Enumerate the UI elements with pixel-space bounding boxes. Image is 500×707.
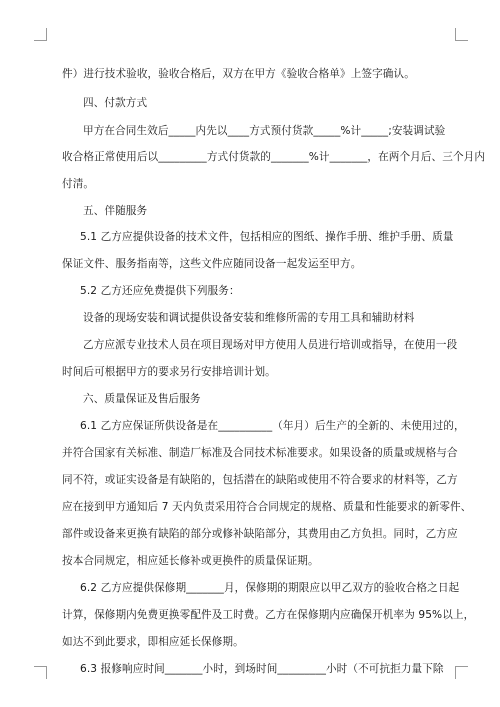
paragraph-line: 5.2 乙方还应免费提供下列服务： bbox=[80, 285, 240, 297]
section-heading-services: 五、伴随服务 bbox=[83, 205, 148, 217]
paragraph-line: 保证文件、服务指南等，这些文件应随同设备一起发运至甲方。 bbox=[62, 258, 362, 270]
crop-mark-bottom-left bbox=[34, 666, 47, 679]
paragraph-line: 设备的现场安装和调试提供设备安装和维修所需的专用工具和辅助材料 bbox=[83, 312, 415, 324]
paragraph-line: 同不符，或证实设备是有缺陷的，包括潜在的缺陷或使用不符合要求的材料等，乙方 bbox=[62, 474, 458, 486]
paragraph-line: 计算，保修期内免费更换零配件及工时费。乙方在保修期内应确保开机率为 95%以上， bbox=[62, 609, 475, 621]
paragraph-line: 按本合同规定，相应延长修补或更换件的质量保证期。 bbox=[62, 555, 319, 567]
paragraph-line: 部件或设备来更换有缺陷的部分或修补缺陷部分，其费用由乙方负担。同时，乙方应 bbox=[62, 528, 458, 540]
paragraph-line: 6.2 乙方应提供保修期_______月，保修期的期限应以甲乙双方的验收合格之日起 bbox=[80, 582, 460, 594]
paragraph-line: 件）进行技术验收，验收合格后，双方在甲方《验收合格单》上签字确认。 bbox=[62, 68, 415, 80]
section-heading-payment: 四、付款方式 bbox=[83, 97, 148, 109]
paragraph-line: 应在接到甲方通知后 7 天内负责采用符合合同规定的规格、质量和性能要求的新零件、 bbox=[62, 501, 472, 513]
crop-mark-top-left bbox=[34, 28, 47, 41]
paragraph-line: 6.1 乙方应保证所供设备是在__________（年月）后生产的全新的、未使用过的， bbox=[80, 420, 465, 432]
paragraph-line: 甲方在合同生效后_____内先以____方式预付货款_____%计_____;安装调试验 bbox=[83, 125, 446, 137]
paragraph-line: 如达不到此要求，即相应延长保修期。 bbox=[62, 636, 244, 648]
paragraph-line: 并符合国家有关标准、制造厂标准及合同技术标准要求。如果设备的质量或规格与合 bbox=[62, 447, 458, 459]
paragraph-line: 时间后可根据甲方的要求另行安排培训计划。 bbox=[62, 366, 276, 378]
paragraph-line: 乙方应派专业技术人员在项目现场对甲方使用人员进行培训或指导，在使用一段 bbox=[83, 339, 458, 351]
paragraph-line: 5.1 乙方应提供设备的技术文件，包括相应的图纸、操作手册、维护手册、质量 bbox=[80, 231, 454, 243]
paragraph-line: 收合格正常使用后以_________方式付货款的_______%计_______，在两个月后、三个月内 bbox=[62, 151, 486, 163]
section-heading-quality: 六、质量保证及售后服务 bbox=[83, 393, 201, 405]
paragraph-line: 付清。 bbox=[62, 178, 95, 190]
paragraph-line: 6.3 报修响应时间_______小时，到场时间_________小时（不可抗拒力量下除 bbox=[80, 663, 444, 675]
crop-mark-top-right bbox=[455, 28, 468, 41]
